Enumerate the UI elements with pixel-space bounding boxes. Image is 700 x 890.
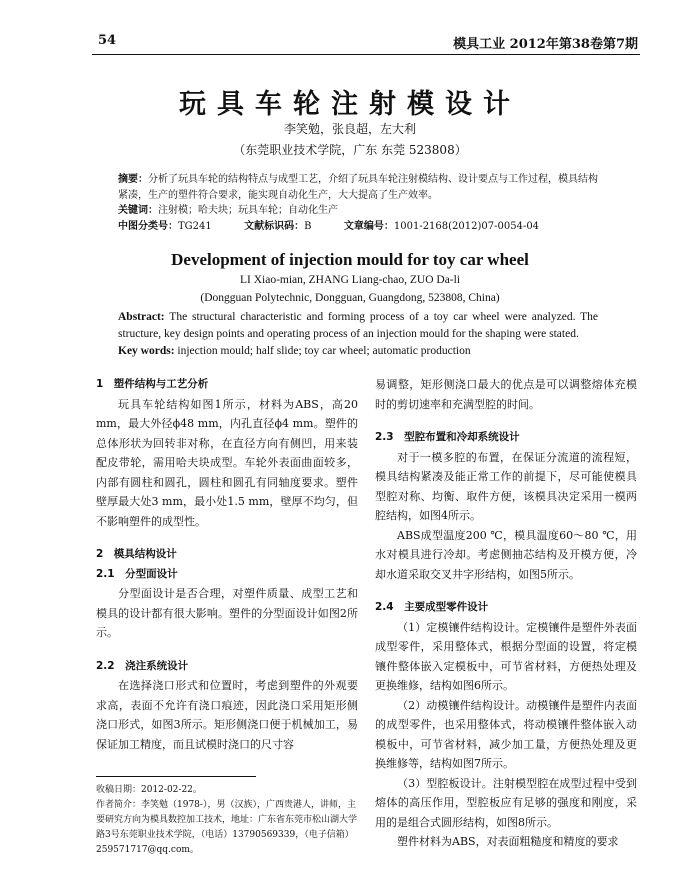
abstract-cn-label: 摘要： — [118, 174, 148, 185]
authors-en: LI Xiao-mian, ZHANG Liang-chao, ZUO Da-li — [239, 274, 461, 286]
doc-code-value: B — [304, 220, 312, 232]
doc-code-label: 文献标识码： — [244, 220, 305, 232]
page-number: 54 — [98, 33, 117, 48]
section-2-heading: 2 模具结构设计 — [96, 548, 177, 560]
authors-cn: 李笑勉，张良超，左大利 — [283, 122, 416, 136]
section-2-4-paragraph-3: （3）型腔板设计。注射模型腔在成型过程中受到熔体的高压作用，型腔板应有足够的强度和刚度，采用的是组合式圆形结构，如图8所示。 — [375, 776, 637, 829]
abstract-en-text: The structural characteristic and forming process of a toy car wheel were analyzed. The structure, key design points and operating process of an injection mould for the shaping were stated. — [118, 311, 598, 340]
keywords-en-text: injection mould; half slide; toy car wheel; automatic production — [177, 345, 471, 357]
author-intro: 作者简介：李笑勉（1978-），男（汉族），广西贵港人，讲师，主要研究方向为模具数控加工技术，地址：广东省东莞市松山湖大学路3号东莞职业技术学院，（电话）13790569339，（电子信箱）259571717@qq.com。 — [96, 800, 358, 855]
section-2-4-heading: 2.4 主要成型零件设计 — [375, 601, 489, 613]
abstract-en-block — [118, 309, 598, 360]
keywords-cn-text: 注射模；哈夫块；玩具车轮；自动化生产 — [158, 205, 338, 216]
clc-value: TG241 — [178, 220, 212, 232]
section-2-2-paragraph: 在选择浇口形式和位置时，考虑到塑件的外观要求高，表面不允许有浇口痕迹，因此浇口采用矩形侧浇口形式，如图3所示。矩形侧浇口便于机械加工，易保证加工精度，而且试模时浇口的尺寸容 — [96, 679, 358, 751]
abstract-en — [118, 309, 598, 343]
section-2-3-heading: 2.3 型腔布置和冷却系统设计 — [375, 431, 520, 443]
section-2-4-paragraph-4: 塑件材料为ABS，对表面粗糙度和精度的要求 — [397, 835, 619, 848]
affiliation-en: (Dongguan Polytechnic, Dongguan, Guangdong, 523808, China) — [200, 292, 500, 304]
section-2-2-heading: 2.2 浇注系统设计 — [96, 659, 189, 672]
right-column — [375, 375, 637, 852]
abstract-en-label: Abstract: — [118, 311, 165, 323]
keywords-cn-label: 关键词： — [118, 205, 158, 216]
keywords-en-label: Key words: — [118, 345, 175, 357]
article-no-value: 1001-2168(2012)07-0054-04 — [393, 220, 540, 232]
keywords-cn — [118, 203, 598, 219]
clc-label: 中图分类号： — [118, 220, 178, 232]
section-2-3-paragraph-2: ABS成型温度200 ℃，模具温度60～80 ℃，用水对模具进行冷却。考虑侧抽芯结构及开模方便，冷却水道采取交叉井字形结构，如图5所示。 — [375, 528, 637, 581]
title-en: Development of injection mould for toy car wheel — [171, 250, 529, 269]
footnote — [96, 783, 358, 858]
abstract-cn-block — [118, 172, 598, 234]
section-2-4-paragraph-2: （2）动模镶件结构设计。动模镶件是塑件内表面的成型零件，也采用整体式，将动模镶件整体嵌入动模板中，可节省材料，减少加工量，方便热处理及更换维修等，结构如图7所示。 — [375, 698, 637, 770]
footnote-rule — [96, 776, 256, 777]
received-date: 收稿日期：2012-02-22。 — [96, 785, 202, 795]
section-2-3-paragraph-1: 对于一模多腔的布置，在保证分流道的流程短，模具结构紧凑及能正常工作的前提下，尽可能使模具型腔对称、均衡、取件方便，该模具决定采用一模两腔结构，如图4所示。 — [375, 450, 637, 522]
keywords-en — [118, 343, 598, 360]
abstract-cn — [118, 172, 598, 203]
section-2-2-continuation: 易调整，矩形侧浇口最大的优点是可以调整熔体充模时的剪切速率和充满型腔的时间。 — [375, 378, 637, 411]
section-1-heading: 1 塑件结构与工艺分析 — [96, 378, 209, 390]
abstract-cn-text: 分析了玩具车轮的结构特点与成型工艺，介绍了玩具车轮注射模结构、设计要点与工作过程，模具结构紧凑，生产的塑件符合要求，能实现自动化生产，大大提高了生产效率。 — [118, 174, 598, 201]
classification-line — [118, 219, 598, 235]
section-2-4-paragraph-1: （1）定模镶件结构设计。定模镶件是塑件外表面成型零件，采用整体式，根据分型面的设置，将定模镶件整体嵌入定模板中，可节省材料，方便热处理及更换维修，结构如图6所示。 — [375, 620, 637, 692]
article-no-label: 文章编号： — [343, 220, 394, 232]
header-rule — [92, 54, 640, 55]
section-2-1-heading: 2.1 分型面设计 — [96, 567, 178, 580]
title-cn: 玩具车轮注射模设计 — [179, 89, 521, 120]
left-column — [96, 375, 358, 754]
journal-header: 模具工业 2012年第38卷第7期 — [453, 37, 638, 52]
section-2-1-paragraph: 分型面设计是否合理，对塑件质量、成型工艺和模具的设计都有很大影响。塑件的分型面设计如图2所示。 — [96, 587, 358, 639]
section-1-paragraph: 玩具车轮结构如图1所示，材料为ABS，高20 mm，最大外径ϕ48 mm，内孔直径ϕ4 mm。塑件的总体形状为回转非对称，在直径方向有侧凹，用来装配皮带轮，需用哈夫块成型。车轮外表面曲面较多，内部有圆柱和圆孔，圆柱和圆孔有同轴度要求。塑件壁厚最大处3 mm，最小处1.5 mm，壁厚不均匀，但不影响塑件的成型性。 — [96, 397, 358, 528]
affiliation-cn: （东莞职业技术学院，广东 东莞 523808） — [233, 143, 467, 157]
